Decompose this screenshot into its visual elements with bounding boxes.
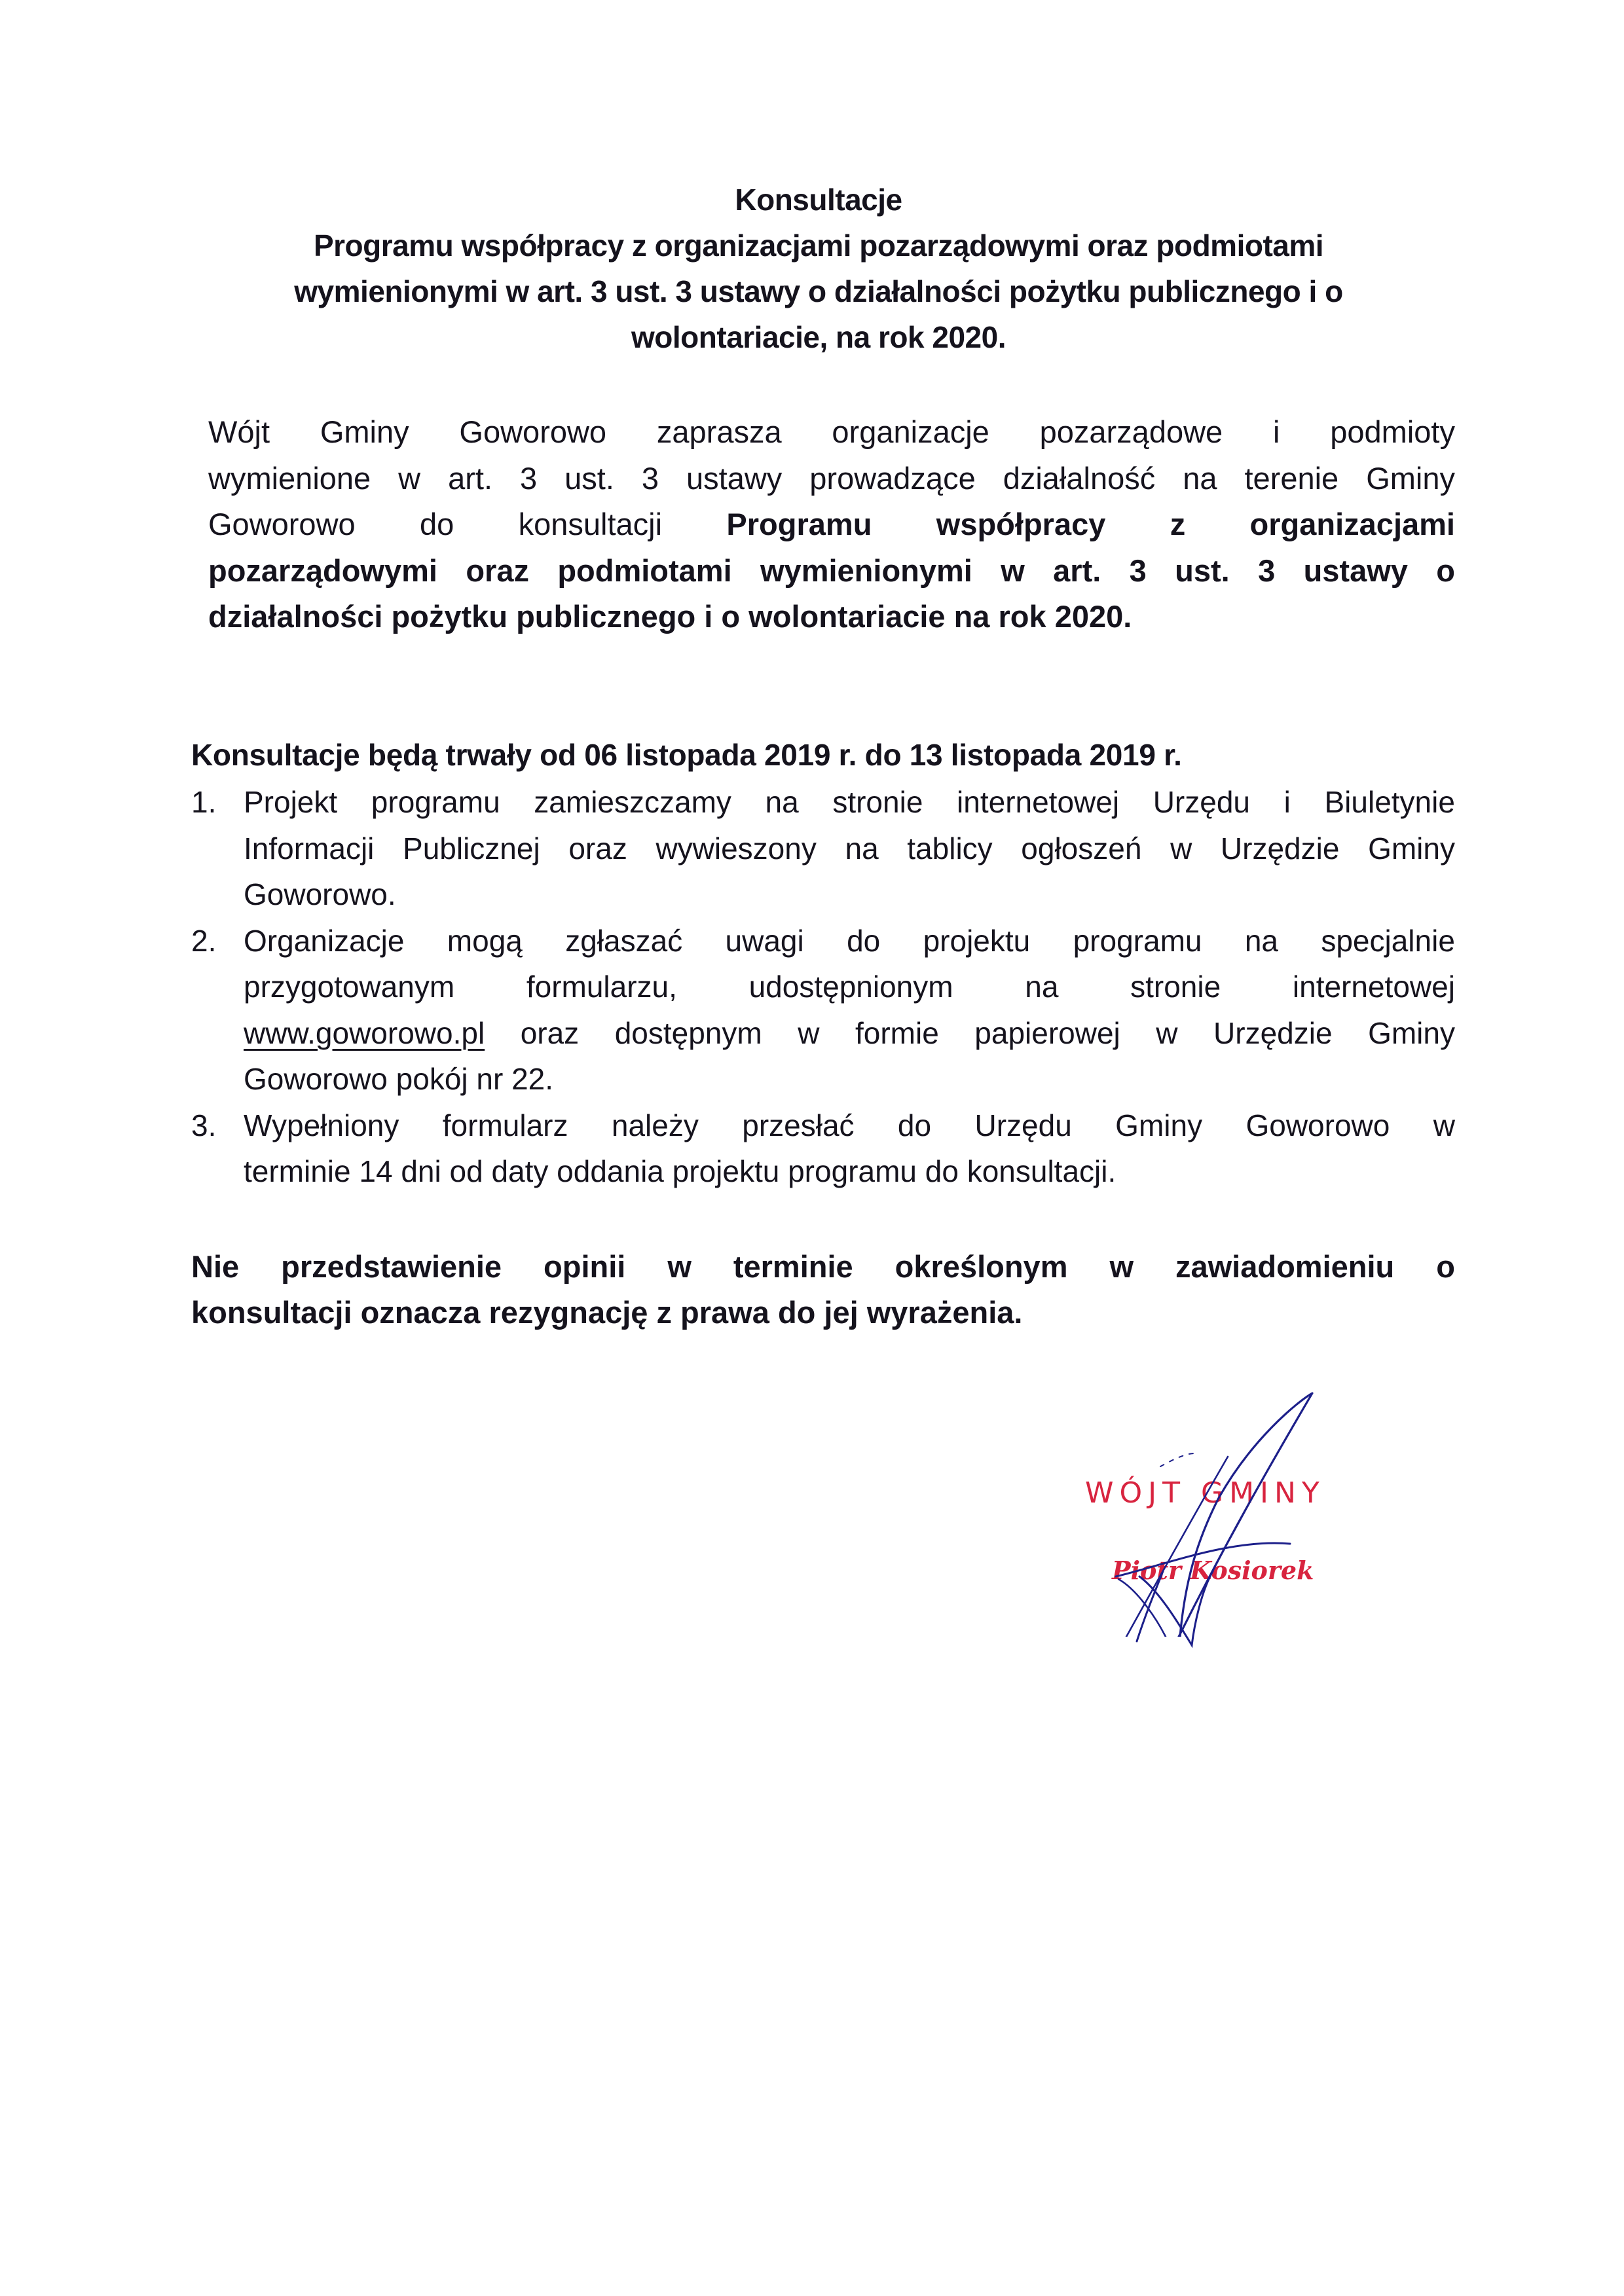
word: opinii xyxy=(544,1249,626,1284)
word: do xyxy=(897,1108,932,1142)
word: o xyxy=(1436,553,1455,588)
title-line: wolontariacie, na rok 2020. xyxy=(631,320,1006,354)
list-line xyxy=(244,826,1455,872)
word: Urzędu xyxy=(974,1108,1072,1142)
word: formularz xyxy=(442,1108,568,1142)
word: w xyxy=(398,460,421,496)
word: Gminy xyxy=(1368,831,1455,866)
document-title xyxy=(196,177,1441,360)
word: Publicznej xyxy=(403,831,540,866)
word: pozarządowymi xyxy=(208,553,437,588)
word: terminie xyxy=(733,1249,853,1284)
word: na xyxy=(1025,970,1059,1004)
numbered-list xyxy=(191,779,1455,1195)
word: konsultacji xyxy=(518,507,663,541)
list-line xyxy=(244,1148,1455,1195)
list-number: 2. xyxy=(191,923,217,958)
intro-line xyxy=(208,456,1455,502)
word: stronie xyxy=(832,785,923,819)
word: oraz xyxy=(520,1015,580,1050)
stamp-title: WÓJT GMINY xyxy=(1085,1476,1325,1510)
word: Gminy xyxy=(320,414,409,449)
word: 3 xyxy=(1258,553,1276,588)
word: 3 xyxy=(1129,553,1147,588)
word: formie xyxy=(855,1015,939,1050)
word: Gminy xyxy=(1115,1108,1203,1142)
word: Nie xyxy=(191,1249,240,1284)
word: art. xyxy=(448,460,493,496)
closing-line-text: konsultacji oznacza rezygnację z prawa do jej wyrażenia. xyxy=(191,1295,1023,1330)
word: Urzędzie xyxy=(1220,831,1340,866)
intro-line xyxy=(208,548,1455,594)
signature-stroke xyxy=(1137,1571,1163,1641)
list-line xyxy=(244,871,1455,918)
word: Gminy xyxy=(1366,460,1455,496)
word: specjalnie xyxy=(1321,923,1455,958)
intro-line xyxy=(208,594,1455,640)
list-item xyxy=(191,918,1455,1102)
list-line xyxy=(244,779,1455,826)
list-item xyxy=(191,779,1455,918)
word: zawiadomieniu xyxy=(1175,1249,1395,1284)
consultation-period: Konsultacje będą trwały od 06 listopada 2019 r. do 13 listopada 2019 r. xyxy=(191,738,1182,772)
word: Informacji xyxy=(244,831,375,866)
word: dostępnym xyxy=(614,1015,762,1050)
word: w xyxy=(1001,553,1025,588)
word: i xyxy=(1283,785,1291,819)
word: internetowej xyxy=(1292,970,1455,1004)
word: wywieszony xyxy=(655,831,817,866)
word: do xyxy=(420,507,454,541)
list-line xyxy=(244,1056,1455,1102)
handwritten-signature-tail xyxy=(1035,1571,1349,1715)
word: prowadzące xyxy=(809,460,976,496)
word: podmioty xyxy=(1330,414,1455,449)
closing-notice xyxy=(191,1244,1455,1336)
intro-line xyxy=(208,409,1455,456)
word: projektu xyxy=(923,923,1031,958)
word: Urzędzie xyxy=(1213,1015,1333,1050)
word: Urzędu xyxy=(1153,785,1250,819)
list-line xyxy=(244,918,1455,964)
word: Organizacje xyxy=(244,923,405,958)
word: Gminy xyxy=(1368,1015,1455,1050)
word: w xyxy=(667,1249,692,1284)
intro-line-text: działalności pożytku publicznego i o wolontariacie na rok 2020. xyxy=(208,599,1132,634)
word: działalność xyxy=(1003,460,1156,496)
website-link[interactable]: www.goworowo.pl xyxy=(244,1015,485,1050)
word: przedstawienie xyxy=(281,1249,502,1284)
word: w xyxy=(1170,831,1192,866)
word: tablicy xyxy=(907,831,993,866)
word: formularzu, xyxy=(526,970,677,1004)
word: do xyxy=(847,923,881,958)
word: na xyxy=(765,785,799,819)
word: terenie xyxy=(1244,460,1339,496)
word: na xyxy=(1183,460,1217,496)
word: Goworowo xyxy=(459,414,607,449)
word: internetowej xyxy=(957,785,1120,819)
signature-stroke xyxy=(1139,1571,1213,1645)
word: na xyxy=(1244,923,1278,958)
word: uwagi xyxy=(725,923,804,958)
list-number: 1. xyxy=(191,785,217,819)
word: podmiotami xyxy=(557,553,732,588)
word: Wypełniony xyxy=(244,1108,399,1142)
word: ust. xyxy=(564,460,614,496)
list-line xyxy=(244,964,1455,1010)
title-line: Konsultacje xyxy=(735,183,902,217)
closing-line xyxy=(191,1290,1455,1336)
word: wymienione xyxy=(208,460,371,496)
word: w xyxy=(1433,1108,1455,1142)
closing-line xyxy=(191,1244,1455,1290)
word: art. xyxy=(1053,553,1101,588)
intro-line xyxy=(208,501,1455,548)
stamp-name: Piotr Kosiorek xyxy=(1112,1556,1314,1585)
word: papierowej xyxy=(974,1015,1120,1050)
title-line: Programu współpracy z organizacjami pozarządowymi oraz podmiotami xyxy=(313,228,1324,263)
word: Projekt xyxy=(244,785,338,819)
word: mogą xyxy=(447,923,523,958)
word: stronie xyxy=(1130,970,1221,1004)
word: należy xyxy=(611,1108,699,1142)
word: przygotowanym xyxy=(244,970,455,1004)
word: przesłać xyxy=(742,1108,855,1142)
word: organizacjami xyxy=(1249,507,1455,541)
word: współpracy xyxy=(936,507,1106,541)
word: oraz xyxy=(568,831,627,866)
word: Programu xyxy=(726,507,872,541)
word: zamieszczamy xyxy=(534,785,731,819)
word: pozarządowe xyxy=(1039,414,1223,449)
word: wymienionymi xyxy=(760,553,972,588)
word: określonym xyxy=(895,1249,1068,1284)
word: na xyxy=(845,831,879,866)
list-line-text: Goworowo pokój nr 22. xyxy=(244,1062,554,1096)
word: w xyxy=(1156,1015,1178,1050)
intro-paragraph xyxy=(208,409,1455,640)
list-item xyxy=(191,1102,1455,1195)
word: w xyxy=(1109,1249,1134,1284)
word: Goworowo xyxy=(1246,1108,1390,1142)
word: o xyxy=(1436,1249,1455,1284)
word: w xyxy=(798,1015,820,1050)
word: programu xyxy=(371,785,500,819)
word: udostępnionym xyxy=(748,970,953,1004)
word: Biuletynie xyxy=(1324,785,1455,819)
word: Wójt xyxy=(208,414,270,449)
title-line: wymienionymi w art. 3 ust. 3 ustawy o działalności pożytku publicznego i o xyxy=(294,274,1343,308)
word: organizacje xyxy=(832,414,989,449)
word: Goworowo xyxy=(208,507,356,541)
word: ustawy xyxy=(1303,553,1408,588)
word: 3 xyxy=(641,460,659,496)
word: oraz xyxy=(466,553,529,588)
word: programu xyxy=(1073,923,1202,958)
word: zgłaszać xyxy=(565,923,683,958)
list-line xyxy=(244,1010,1455,1057)
signature-stroke xyxy=(1160,1453,1194,1467)
list-line xyxy=(244,1102,1455,1149)
word: ust. xyxy=(1175,553,1230,588)
word: ustawy xyxy=(686,460,783,496)
list-line-text: terminie 14 dni od daty oddania projektu programu do konsultacji. xyxy=(244,1154,1116,1188)
word: z xyxy=(1170,507,1186,541)
word: zaprasza xyxy=(656,414,782,449)
word: ogłoszeń xyxy=(1021,831,1142,866)
word: i xyxy=(1273,414,1280,449)
word: 3 xyxy=(520,460,538,496)
list-number: 3. xyxy=(191,1108,217,1142)
list-line-text: Goworowo. xyxy=(244,877,396,911)
